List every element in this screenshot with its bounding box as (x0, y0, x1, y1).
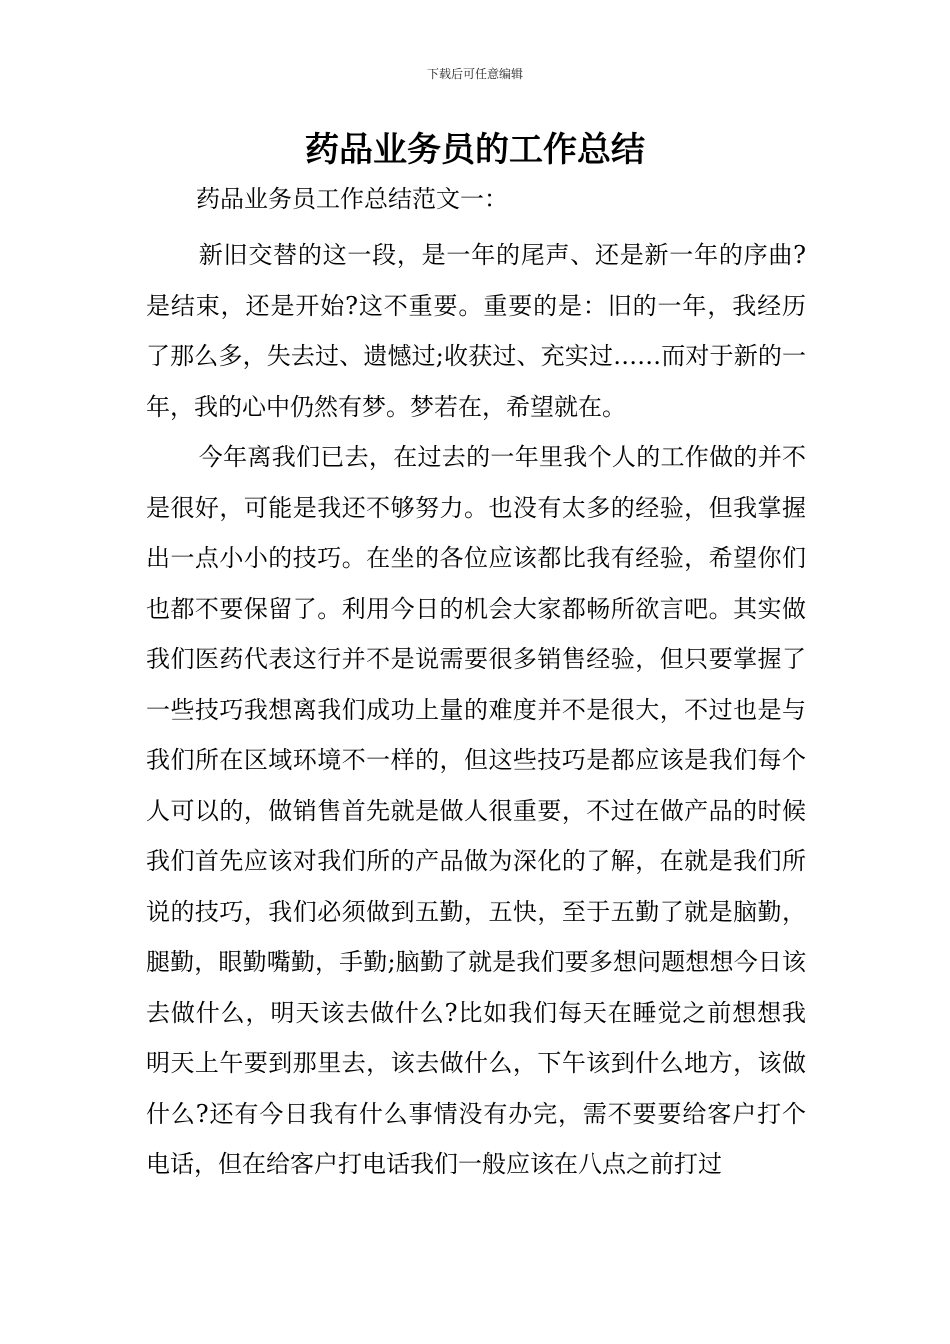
document-subtitle: 药品业务员工作总结范文一： (196, 185, 508, 213)
paragraph-2: 今年离我们已去，在过去的一年里我个人的工作做的并不是很好，可能是我还不够努力。也没有太多的经验，但我掌握出一点小小的技巧。在坐的各位应该都比我有经验，希望你们也都不要保留了。利用今日的机会大家都畅所欲言吧。其实做我们医药代表这行并不是说需要很多销售经验，但只要掌握了一些技巧我想离我们成功上量的难度并不是很大，不过也是与我们所在区域环境不一样的，但这些技巧是都应该是我们每个人可以的，做销售首先就是做人很重要，不过在做产品的时候我们首先应该对我们所的产品做为深化的了解，在就是我们所说的技巧，我们必须做到五勤，五快，至于五勤了就是脑勤，腿勤，眼勤嘴勤，手勤;脑勤了就是我们要多想问题想想今日该去做什么，明天该去做什么?比如我们每天在睡觉之前想想我明天上午要到那里去，该去做什么，下午该到什么地方，该做什么?还有今日我有什么事情没有办完，需不要要给客户打个电话，但在给客户打电话我们一般应该在八点之前打过 (146, 443, 806, 1178)
document-body (146, 230, 806, 1190)
paragraph-1: 新旧交替的这一段，是一年的尾声、还是新一年的序曲?是结束，还是开始?这不重要。重要的是：旧的一年，我经历了那么多，失去过、遗憾过;收获过、充实过……而对于新的一年，我的心中仍然有梦。梦若在，希望就在。 (146, 241, 806, 421)
document-title: 药品业务员的工作总结 (305, 130, 645, 170)
header-note: 下载后可任意编辑 (426, 67, 523, 81)
